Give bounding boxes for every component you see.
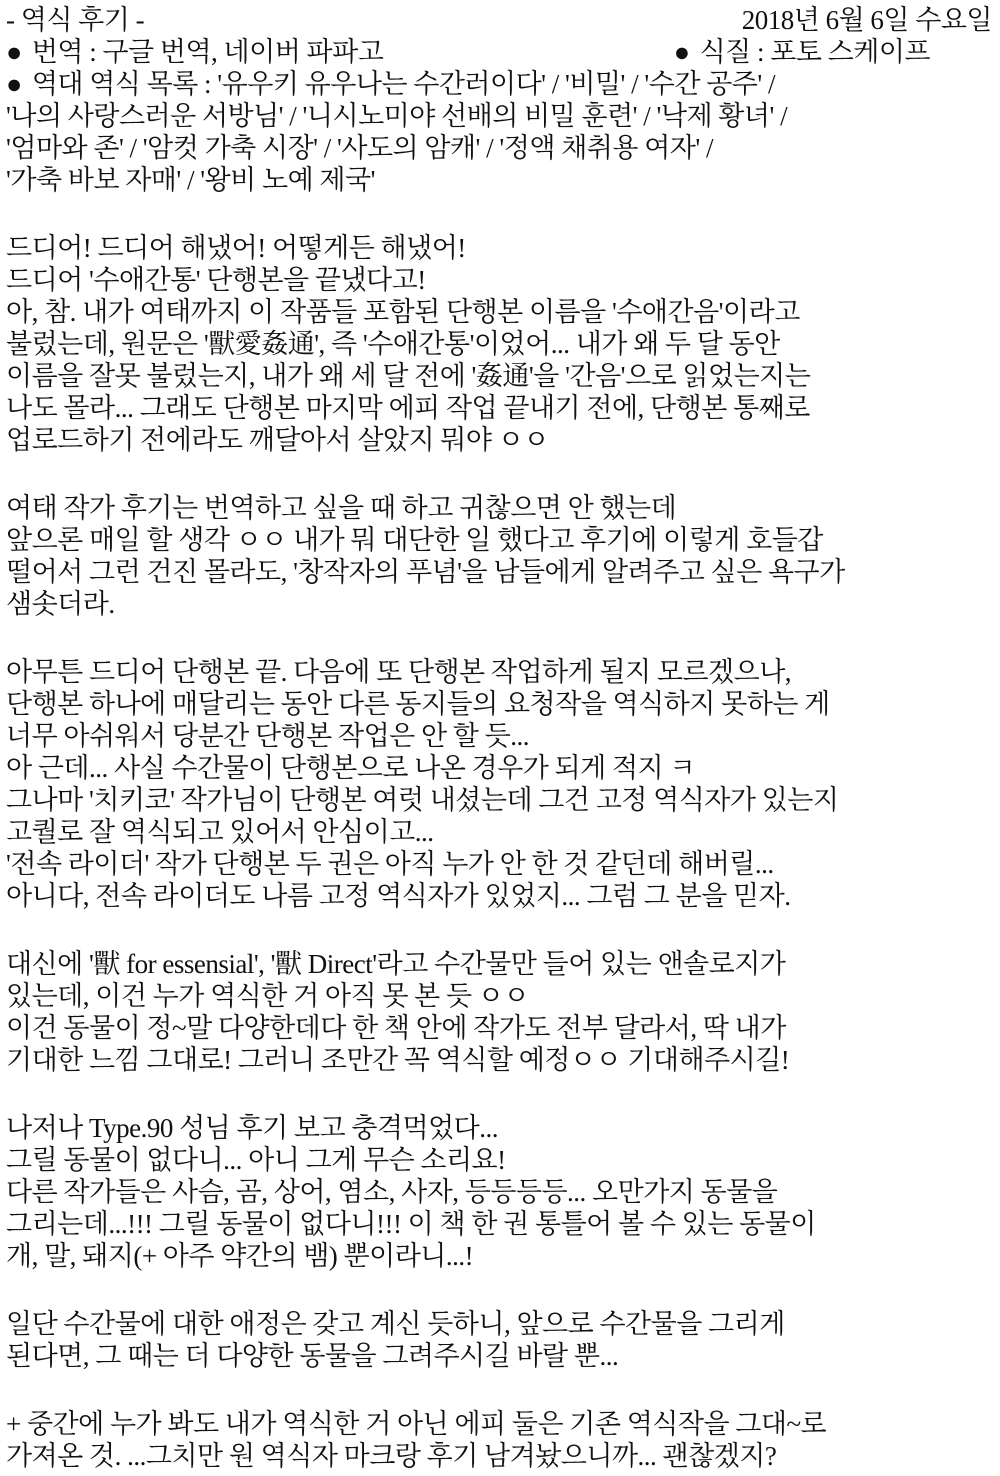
translation-credit-label: 번역 : 구글 번역, 네이버 파파고 [31, 37, 384, 67]
text-line: 고퀄로 잘 역식되고 있어서 안심이고... [6, 817, 434, 847]
text-line: 가져온 것. ...그치만 원 역식자 마크랑 후기 남겨놨으니까... 괜찮겠지? [6, 1441, 777, 1471]
text-line: 이름을 잘못 불렀는지, 내가 왜 세 달 전에 '姦通'을 '간음'으로 읽었는지는 [6, 361, 811, 391]
text-line: 업로드하기 전에라도 깨달아서 살았지 뭐야 ㅇㅇ [6, 425, 549, 455]
page-title: - 역식 후기 - [6, 5, 145, 35]
history-list-line-1 [6, 68, 996, 100]
text-line: '전속 라이더' 작가 단행본 두 권은 아직 누가 안 한 것 같던데 해버릴... [6, 849, 774, 879]
text-line: 그나마 '치키코' 작가님이 단행본 여럿 내셨는데 그건 고정 역식자가 있는지 [6, 785, 839, 815]
text-line: 드디어! 드디어 해냈어! 어떻게든 해냈어! [6, 233, 466, 263]
bullet-icon: ● [6, 69, 22, 99]
text-line: 아 근데... 사실 수간물이 단행본으로 나온 경우가 되게 적지 ㅋ [6, 753, 695, 783]
text-line: 대신에 '獸 for essensial', '獸 Direct'라고 수간물만 들어 있는 앤솔로지가 [6, 949, 786, 979]
text-line: 기대한 느낌 그대로! 그러니 조만간 꼭 역식할 예정ㅇㅇ 기대해주시길! [6, 1045, 790, 1075]
text-line: 너무 아쉬워서 당분간 단행본 작업은 안 할 듯... [6, 721, 529, 751]
history-list-line-3: '엄마와 존' / '암컷 가축 시장' / '사도의 암캐' / '정액 채취용 여자' / [6, 133, 713, 163]
text-line: 나저나 Type.90 성님 후기 보고 충격먹었다... [6, 1113, 498, 1143]
text-line: 아니다, 전속 라이더도 나름 고정 역식자가 있었지... 그럼 그 분을 믿자. [6, 881, 791, 911]
paragraph-finished-volume [6, 232, 996, 456]
paragraph-future-plans [6, 656, 996, 912]
text-line: 다른 작가들은 사슴, 곰, 상어, 염소, 사자, 등등등등... 오만가지 동물을 [6, 1177, 778, 1207]
text-line: 불렀는데, 원문은 '獸愛姦通', 즉 '수애간통'이었어... 내가 왜 두 달 동안 [6, 329, 780, 359]
text-line: 나도 몰라... 그래도 단행본 마지막 에피 작업 끝내기 전에, 단행본 통째로 [6, 393, 810, 423]
date-text: 2018년 6월 6일 수요일 [741, 5, 992, 35]
text-line: 된다면, 그 때는 더 다양한 동물을 그려주시길 바랄 뿐... [6, 1341, 619, 1371]
text-line: 이건 동물이 정~말 다양한데다 한 책 안에 작가도 전부 달라서, 딱 내가 [6, 1013, 786, 1043]
text-line: 샘솟더라. [6, 589, 115, 619]
paragraph-wish-more-animals [6, 1308, 996, 1372]
header-line-2 [6, 36, 996, 68]
header-block [6, 4, 996, 196]
translation-credit [6, 36, 383, 68]
header-line-1 [6, 4, 996, 36]
typesetting-credit-label: 식질 : 포토 스케이프 [699, 37, 930, 67]
text-line: 앞으론 매일 할 생각 ㅇㅇ 내가 뭐 대단한 일 했다고 후기에 이렇게 호들갑 [6, 525, 823, 555]
paragraph-postscript-note [6, 1408, 996, 1472]
text-line: 개, 말, 돼지(+ 아주 약간의 뱀) 뿐이라니...! [6, 1241, 474, 1271]
text-line: + 중간에 누가 봐도 내가 역식한 거 아닌 에피 둘은 기존 역식작을 그대~로 [6, 1409, 827, 1439]
text-line: 있는데, 이건 누가 역식한 거 아직 못 본 듯 ㅇㅇ [6, 981, 529, 1011]
typesetting-credit [674, 36, 930, 68]
text-line: 단행본 하나에 매달리는 동안 다른 동지들의 요청작을 역식하지 못하는 게 [6, 689, 830, 719]
paragraph-anthology [6, 948, 996, 1076]
text-line: 그릴 동물이 없다니... 아니 그게 무슨 소리요! [6, 1145, 506, 1175]
history-list-line-4: '가축 바보 자매' / '왕비 노예 제국' [6, 165, 375, 195]
history-list-line-2: '나의 사랑스러운 서방님' / '니시노미야 선배의 비밀 훈련' / '낙제 황녀' / [6, 101, 788, 131]
text-line: 여태 작가 후기는 번역하고 싶을 때 하고 귀찮으면 안 했는데 [6, 493, 677, 523]
text-line: 일단 수간물에 대한 애정은 갖고 계신 듯하니, 앞으로 수간물을 그리게 [6, 1309, 785, 1339]
text-line: 아, 참. 내가 여태까지 이 작품들 포함된 단행본 이름을 '수애간음'이라고 [6, 297, 800, 327]
paragraph-type90-shock [6, 1112, 996, 1272]
text-line: 떨어서 그런 건진 몰라도, '창작자의 푸념'을 남들에게 알려주고 싶은 욕구가 [6, 557, 845, 587]
paragraph-afterword-habit [6, 492, 996, 620]
text-line: 아무튼 드디어 단행본 끝. 다음에 또 단행본 작업하게 될지 모르겠으나, [6, 657, 792, 687]
bullet-icon: ● [673, 37, 690, 67]
text-line: 그리는데...!!! 그릴 동물이 없다니!!! 이 책 한 권 통틀어 볼 수 있는 동물이 [6, 1209, 816, 1239]
text-line: 드디어 '수애간통' 단행본을 끝냈다고! [6, 265, 426, 295]
bullet-icon: ● [6, 37, 22, 67]
history-list-label: 역대 역식 목록 : '유우키 유우나는 수간러이다' / '비밀' / '수간 공주' / [31, 69, 775, 99]
